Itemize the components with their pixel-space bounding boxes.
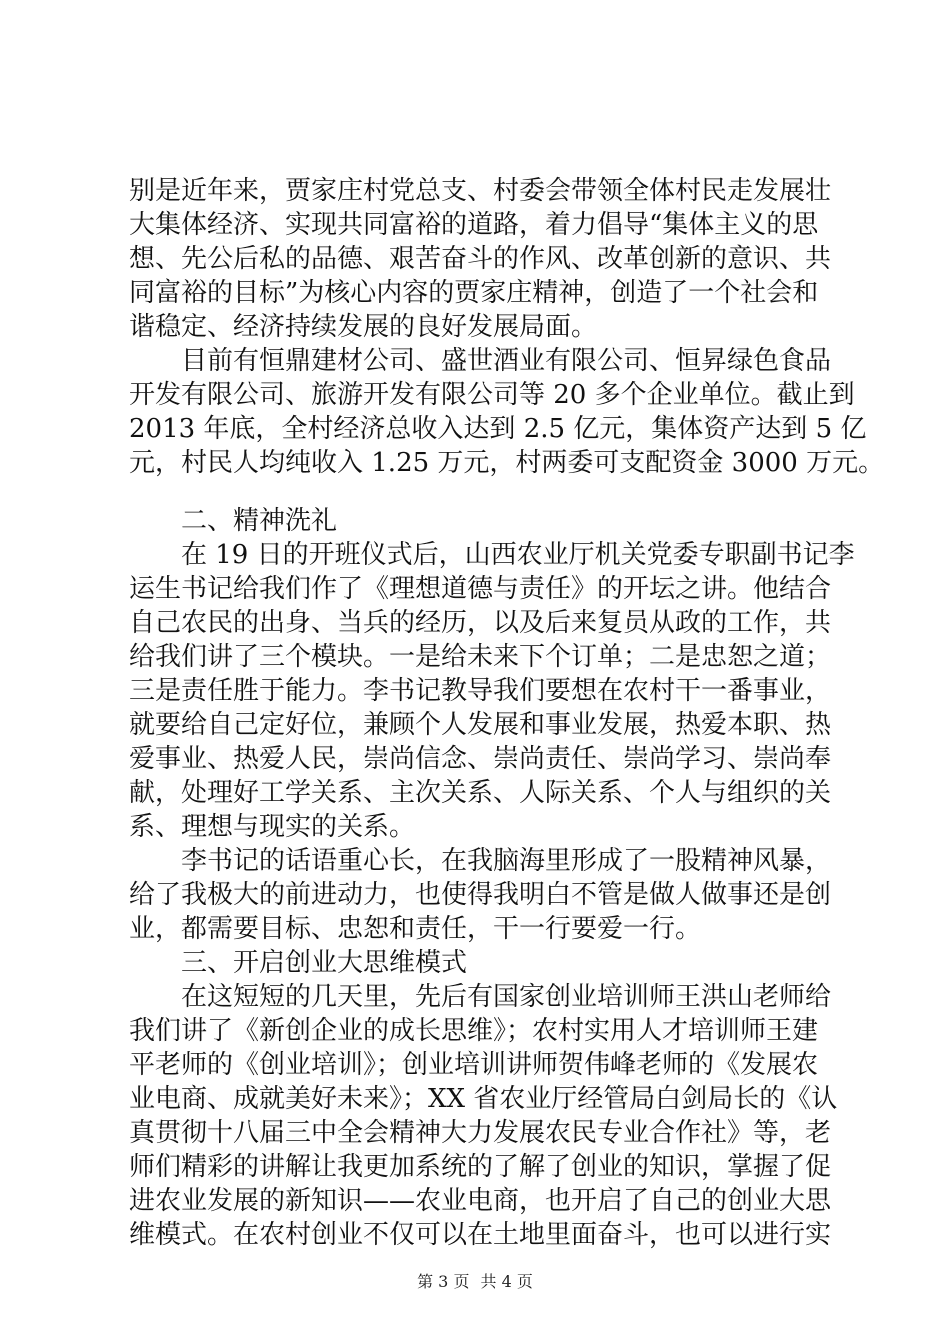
text-line: 运生书记给我们作了《理想道德与责任》的开坛之讲。他结合 bbox=[129, 574, 832, 604]
text-line: 献，处理好工学关系、主次关系、人际关系、个人与组织的关 bbox=[129, 778, 832, 808]
text-line: 开发有限公司、旅游开发有限公司等 20 多个企业单位。截止到 bbox=[129, 380, 855, 410]
section-heading: 二、精神洗礼 bbox=[129, 506, 338, 536]
text-line: 想、先公后私的品德、艰苦奋斗的作风、改革创新的意识、共 bbox=[129, 244, 832, 274]
text-line: 进农业发展的新知识——农业电商，也开启了自己的创业大思 bbox=[129, 1186, 832, 1216]
text-line: 别是近年来，贾家庄村党总支、村委会带领全体村民走发展壮 bbox=[129, 176, 832, 206]
text-line: 同富裕的目标”为核心内容的贾家庄精神，创造了一个社会和 bbox=[129, 278, 819, 308]
text-line: 在这短短的几天里，先后有国家创业培训师王洪山老师给 bbox=[129, 982, 832, 1012]
text-line: 维模式。在农村创业不仅可以在土地里面奋斗，也可以进行实 bbox=[129, 1220, 832, 1250]
text-line: 谐稳定、经济持续发展的良好发展局面。 bbox=[129, 312, 598, 342]
text-line: 系、理想与现实的关系。 bbox=[129, 812, 416, 842]
text-line: 业电商、成就美好未来》；XX 省农业厅经管局白剑局长的《认 bbox=[129, 1084, 838, 1114]
text-line: 真贯彻十八届三中全会精神大力发展农民专业合作社》等，老 bbox=[129, 1118, 832, 1148]
text-line: 给我们讲了三个模块。一是给未来下个订单；二是忠恕之道； bbox=[129, 642, 832, 672]
text-line: 自己农民的出身、当兵的经历，以及后来复员从政的工作，共 bbox=[129, 608, 832, 638]
text-line: 2013 年底，全村经济总收入达到 2.5 亿元，集体资产达到 5 亿 bbox=[129, 414, 867, 444]
text-line: 业，都需要目标、忠恕和责任，干一行要爱一行。 bbox=[129, 914, 702, 944]
text-line: 在 19 日的开班仪式后，山西农业厅机关党委专职副书记李 bbox=[129, 540, 855, 570]
page-total: 共 4 页 bbox=[480, 1272, 533, 1291]
text-line: 师们精彩的讲解让我更加系统的了解了创业的知识，掌握了促 bbox=[129, 1152, 832, 1182]
text-line: 大集体经济、实现共同富裕的道路，着力倡导“集体主义的思 bbox=[129, 210, 819, 240]
text-line: 我们讲了《新创企业的成长思维》；农村实用人才培训师王建 bbox=[129, 1016, 819, 1046]
text-line: 爱事业、热爱人民，崇尚信念、崇尚责任、崇尚学习、崇尚奉 bbox=[129, 744, 832, 774]
text-line: 给了我极大的前进动力，也使得我明白不管是做人做事还是创 bbox=[129, 880, 832, 910]
text-line: 元，村民人均纯收入 1.25 万元，村两委可支配资金 3000 万元。 bbox=[129, 448, 885, 478]
text-line: 三是责任胜于能力。李书记教导我们要想在农村干一番事业， bbox=[129, 676, 832, 706]
text-line: 就要给自己定好位，兼顾个人发展和事业发展，热爱本职、热 bbox=[129, 710, 832, 740]
text-line: 李书记的话语重心长，在我脑海里形成了一股精神风暴， bbox=[129, 846, 832, 876]
page-number: 第 3 页 bbox=[417, 1272, 470, 1291]
page-footer bbox=[0, 1272, 950, 1292]
text-line: 平老师的《创业培训》；创业培训讲师贺伟峰老师的《发展农 bbox=[129, 1050, 819, 1080]
text-line: 目前有恒鼎建材公司、盛世酒业有限公司、恒昇绿色食品 bbox=[129, 346, 832, 376]
section-heading: 三、开启创业大思维模式 bbox=[129, 948, 468, 978]
